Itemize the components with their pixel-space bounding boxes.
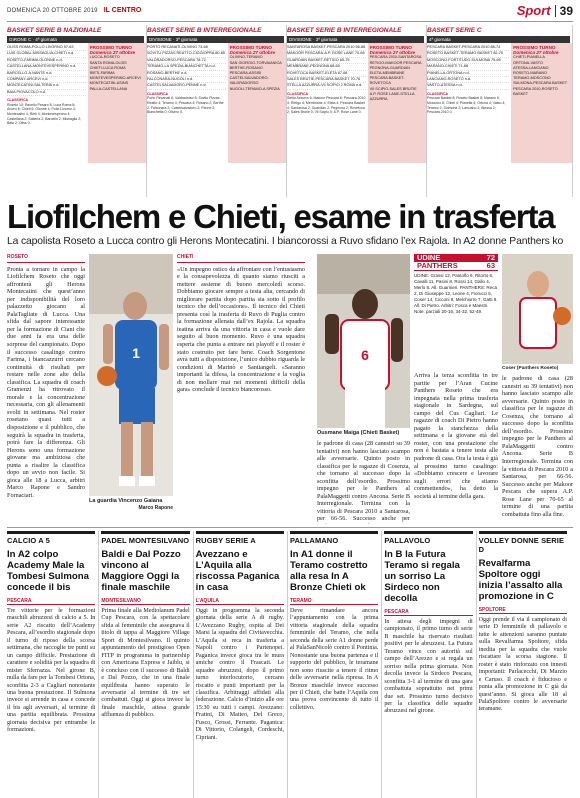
fixture-row: TERAMO-MOSCONO [513, 76, 551, 81]
brief-headline: Avezzano e L’Aquila alla riscossa Paganica in casa [195, 549, 280, 593]
brief-sport: RUGBY SERIE A [196, 531, 284, 545]
result-row: ROSANO-BERTHE n.d. [147, 71, 226, 77]
brief-body: Tre vittorie per le formazioni maschili abruzzesi di calcio a 5. In serie A2 riscatto dell’Academy Pescara, all’esordio stagionale dopo il turno di riposo della scorsa settimana, che raccoglie tre punti su un campo difficile. Prestazione di carattere e solidità per la squadra di mister Sferrazza. Nel girone B, nulla da fare per la Tombesi Ortona, sconfitta 2-3 a Cagliari nonostante una buona prestazione. Il Sulmona invece si arrende in casa e concede il bis agli avversari, al termine di una partita equilibrata. Prossima giornata decisiva per entrambe le formazioni. [7, 608, 96, 734]
next-round-title: PROSSIMO TURNO [513, 45, 556, 50]
player-photo [502, 254, 573, 364]
fixture-row: MONTEVESPERINO-ARCEVI [89, 76, 141, 81]
result-row: VALDRADORSO-PESCARA 78-72 [147, 58, 226, 64]
next-round [511, 43, 572, 163]
fixture-row: SULMONA-PESCARA BASKET [513, 81, 568, 86]
team-away: PANTHERS [417, 261, 458, 270]
brief-tag: SPOLTORE [479, 607, 567, 614]
fixture-row: ROSETO-MARANO [513, 71, 547, 76]
column-divider [193, 531, 194, 798]
fixture-row: ELETA-MEMBRANE [369, 71, 405, 76]
column-divider [476, 531, 477, 798]
standings-box [147, 25, 287, 197]
fixture-row: CHIETI-LUCA ROMA [89, 65, 126, 70]
article-chieti [177, 254, 305, 524]
brief-tag: TERAMO [290, 598, 378, 605]
result-row: MARANO-CHIETI 71-68 [427, 64, 509, 70]
fixture-row: MONTECATINI-ASINS [89, 81, 129, 86]
results-list [147, 43, 228, 90]
column-divider [287, 531, 288, 798]
scorebox-row-away [414, 262, 498, 271]
standings-label: CLASSIFICA [287, 91, 308, 96]
result-row: STELLA AZZURRA-VII SCIPIO 2 ROMA n.d. [287, 83, 366, 89]
brief-article [290, 531, 378, 798]
article-tag: ROSETO [7, 254, 85, 263]
brief-article [196, 531, 284, 798]
standings-subtitle: GIRONE C · 4ª giornata [7, 36, 144, 43]
standings-label: CLASSIFICA [7, 98, 28, 103]
brief-body: Deve rimandare ancora l’appuntamento con la prima vittoria stagionale della squadra femminile del Teramo, che nella seconda della serie A1 donne perde al PalaSanNicolò contro il Pontinia. Nonostante una buona partenza e il supporto del pubblico, le teramane non sono riuscite a tenere il ritmo delle avversarie nella ripresa. In A Bronze maschile invece successo per il Chieti, che batte l’Aquila con una prova convincente di tutto il collettivo. [290, 608, 379, 711]
brief-headline: Revalfarma Spoltore oggi inizia l’assalto alla promozione in C [478, 558, 563, 602]
standings-box [287, 25, 427, 197]
standings-table [427, 90, 511, 115]
caption-gaiana: La guardia Vincenzo Gaiana [89, 498, 163, 504]
byline-roseto: Marco Rapone [138, 505, 173, 511]
page-header [7, 0, 573, 22]
result-row: PIANELLA-ORTONA n.d. [427, 71, 509, 77]
result-row: TERAMO-LA SPEZIA-BIANCHETTA n.d. [147, 64, 226, 70]
next-round-title: PROSSIMO TURNO [229, 45, 272, 50]
result-row: SANTAROSA BASKET-PESCARA 2010 56-66 [287, 45, 366, 51]
fixture-row: VII SCIPIO-SALES BRUTIE [369, 86, 417, 91]
article-chieti-cont [317, 440, 410, 524]
column-divider [98, 531, 99, 798]
next-round-title: PROSSIMO TURNO [89, 45, 132, 50]
fixture-row: ORTONA-VASTO [513, 60, 543, 65]
standings-grid [287, 43, 426, 163]
header-divider [555, 5, 556, 17]
fixture-row: PESCARA BASKET-ROVETOCA [369, 76, 405, 86]
article-body: le padrone di casa (28 canestri su 39 tentativi) non hanno lasciato scampo alle avversarie. Quinto posto in classifica per le ragazze di Cosenza, che tornano al successo dopo la sconfitta dell’esordio. Prossimo impegno per le Panthers al PalaMaggetti contro Ancona. Serie B Interregionale. Termina con la vittoria di Pescara 2010 a Santarosa, per 66-56. Successo anche per Makoor Pescara che supera A.P. Rose Lane per 70-65 al termine di una partita combattuta fino alla fine. [502, 375, 573, 518]
next-round-date: Domenica 27 ottobre [513, 50, 559, 56]
issue-date: DOMENICA 20 OTTOBRE 2019 [7, 7, 98, 14]
article-roseto [7, 254, 85, 522]
brief-tag: PESCARA [384, 609, 472, 616]
result-row: CASTELLANA-MONTEVESPERINO n.d. [7, 64, 86, 70]
scorebox-text: UDINE: Grassi 12, Pantolfo 9, Ritorto 6, Cavalli 11, Pasini 8, Rossi 14, Gallo 4, Merlo 8. All. Guarnieri. PANTHERS: Reca 2, Di Giuseppe 12, Leone 4, Fiorucci 6, Coser 14, Cicconi 9, Melchiorre 7, Gatti 9. All. Di Pietro. Arbitri: Fosca e Maestri. Note: parziali 20-16, 34-32, 52-49. [414, 273, 498, 314]
result-row: GUARDIAN BASKET-RETIGO 65-75 [287, 58, 366, 64]
section-name: Sport [516, 3, 551, 18]
brief-headline: In B la Futura Teramo si regala un sorriso La Sirdeco non decolla [384, 549, 460, 604]
caption-coser: Coser (Panthers Roseto) [502, 366, 559, 371]
next-round-date: Domenica 27 ottobre [229, 50, 276, 56]
photo-maiga [317, 254, 410, 428]
standings-box [7, 25, 147, 197]
photo-gaiana [89, 254, 173, 496]
fixture-row: PEGNONA-GUARDIAN [369, 65, 410, 70]
fixture-row: SAN GIORGIO-TORVAIANICA [229, 60, 282, 65]
caption-maiga: Ousmane Maiga (Chieti Basket) [317, 430, 400, 436]
column-divider [381, 531, 382, 798]
result-row: ROSETO BASKET-TERAMO BASKET 82-70 [427, 51, 509, 57]
brief-sport: PALLAMANO [290, 531, 378, 545]
standings-text: Roseto 10; Ravello Pesaro 8; Luca Roma 8; Arcevi 6; Chieti 6; Olonne 4; Pollo Livorno 4; Montecatini 4; Rieti 4; Montevesperino 4; Castellana 2; Salteria 2; Barcello 2; Missaglia 2; Baia 2; Oliss 0. [7, 102, 82, 126]
brief-sport: CALCIO A 5 [7, 531, 95, 545]
result-row: VASTO-ATESSA n.d. [427, 83, 509, 89]
brief-tag: L’AQUILA [196, 598, 284, 605]
fixture-row: PESCARA-ASSISI [229, 71, 262, 76]
results-list [427, 43, 511, 90]
result-row: PORTO RECANATI-OLIVINO 73-68 [147, 45, 226, 51]
fixture-row: NUGOLI-TERAMO-A SPEZIA [229, 86, 280, 91]
brief-headline: In A2 colpo Academy Male la Tombesi Sulmona concede il bis [7, 549, 89, 593]
fixture-row: BERTHE-ROSANO [229, 65, 263, 70]
brief-tag: PESCARA [7, 598, 95, 605]
bottom-section [7, 531, 573, 798]
brief-body: In attesa degli impegni di campionato, il primo turno di serie B maschile ha riservato risultati positivi per le abruzzesi. La Futura Teramo vince con autorità sul campo dell’Arezzo e si regala un sorriso nella prima giornata. Non decolla invece la Sirdeco Pescara, sconfitta 3-1 al termine di una gara combattuta soprattutto nei primi due set. Prossimo turno decisivo per la classifica delle squadre abruzzesi nel girone. [384, 619, 473, 715]
svg-text:6: 6 [361, 347, 369, 363]
standings-text: Stella Azzurra 6; Makoor Pescara 6; Pescara 2010 4; Retigo 4; Membrane 4; Eleta 4; Pescara Basket 4; Santarosa 2; Guardian 2; Pegnona 2; Rovetoca 2; Sales Brutie 0; Vii Scipio 0; A.P. Rose Lane 0. [287, 96, 366, 115]
result-row: BAIA PIOVACOLO n.d. [7, 90, 86, 96]
article-cosenza [502, 375, 573, 524]
fixture-row: PALLA-CASTELLANA [89, 86, 128, 91]
main-deck: La capolista Roseto a Lucca contro gli Herons Montecatini. I biancorossi a Ruvo sfidano l’ex Rajola. In A2 donne Panthers ko [7, 236, 564, 247]
standings-grid [427, 43, 572, 163]
standings-subtitle: 4ª giornata [427, 36, 570, 43]
next-round [88, 43, 146, 163]
page-number: 39 [559, 3, 573, 18]
fixture-row: RETIGO-MAKOOR PESCARA [369, 60, 422, 65]
brief-body: Prima finale alla Mediolanum Padel Cup Pescara, con la spettacolare sfida al femminile che assegnava il titolo di tappa al Maggiore Village Sport di Montesilvano. Il quinto appuntamento del prestigioso Open FITP in programma in partnership con Americana Express e Jaiblu, si è concluso con il successo di Baldi e Dal Pozzo, che in una finale equilibrata hanno superato le avversarie al termine di tre set combattuti. Oggi si gioca invece la finale maschile, attesa grande affluenza di pubblico. [101, 608, 190, 719]
fixture-row: CASTELSALVADORO-VALDRADORSO [229, 76, 269, 86]
photo-coser [502, 254, 573, 364]
player-photo [89, 254, 173, 496]
result-row: ROSETO-FARIMA OLONNE n.d. [7, 58, 86, 64]
result-row: LANCIANO-ROSETO n.d. [427, 77, 509, 83]
fixture-row: SANTA ROMA-OLISS [89, 60, 127, 65]
next-round-date: Domenica 27 ottobre [89, 50, 136, 56]
standings-title: BASKET SERIE B NAZIONALE [7, 27, 102, 34]
standings-table [147, 90, 228, 115]
standings-label: CLASSIFICA [147, 91, 168, 96]
player-photo [317, 254, 410, 428]
standings-title: BASKET SERIE C [427, 27, 482, 34]
standings-grid [147, 43, 286, 163]
result-row: MOSCONO-FORTITUDO SULMONA 75-65 [427, 58, 509, 64]
result-row: MONTECATINI-SALTERIA n.d. [7, 83, 86, 89]
article-body-cont: le padrone di casa (28 canestri su 39 tentativi) non hanno lasciato scampo alle avversarie. Quinto posto in classifica per le ragazze di Cosenza, che tornano al successo dopo la sconfitta dell’esordio. Prossimo impegno per le Panthers al PalaMaggetti contro Ancona. Serie B Interregionale. Termina con la vittoria di Pescara 2010 a Santarosa, per 66-56. Successo anche per [317, 440, 410, 523]
section-rule [7, 527, 573, 528]
brief-body: Oggi prende il via il campionato di serie D femminile di pallavolo e tutte le attenzioni saranno puntate sulla Revalfarma Spoltore, sfida inedita per la squadra che vuole riscattare la scorsa stagione. Il roster è stato rinforzato con innesti importanti: Parlacecchi, Di Marzio e Caruso. Il coach è fiducioso e punta alla promozione in C già da quest’anno. Si gioca alle 18 al PalaSpoltore contro le avversarie teramane. [478, 617, 567, 713]
fixture-row: OLIVINO-TERAMO [229, 55, 263, 60]
results-list [287, 43, 368, 90]
standings-title: BASKET SERIE B INTERREGIONALE [287, 27, 402, 34]
standings-label: CLASSIFICA [427, 91, 448, 96]
brief-sport: PALLAVOLO [384, 531, 472, 545]
fixture-row: ATESSA-LANCIANO [513, 65, 549, 70]
article-tag: CHIETI [177, 254, 305, 263]
fixture-row: PESCARA 2010-ROSETO BASKET [513, 86, 558, 96]
result-row: MAKOOR PESCARA-A.P. ROSE LANE 70-65 [287, 51, 366, 57]
next-round-date: Domenica 27 ottobre [369, 50, 416, 56]
result-row: SALES BRUTIE-PESCARA BASKET 70-76 [287, 77, 366, 83]
standings-table [287, 90, 368, 115]
standings-table [7, 96, 88, 126]
standings-box [427, 25, 573, 197]
paper-name: IL CENTRO [103, 7, 142, 14]
result-row: OLISS ROMA-POLLO LIVORNO 57-63 [7, 45, 86, 51]
next-round-title: PROSSIMO TURNO [369, 45, 412, 50]
result-row: SOVITU PIZZAS REATTO-CIGGIOPRA 80-65 [147, 51, 226, 57]
svg-text:1: 1 [132, 345, 140, 361]
result-row: CASTELSALVADORO-PENNE n.d. [147, 83, 226, 89]
score-away: 63 [486, 261, 495, 270]
fixture-row: A.P. ROSE LANE-STELLA AZZURRA [369, 91, 415, 102]
team-home: UDINE [417, 253, 441, 262]
standings-band [7, 25, 573, 197]
standings-title: BASKET SERIE B INTERREGIONALE [147, 27, 262, 34]
brief-article [384, 531, 472, 798]
fixture-row: LUCCA-ROSETO [89, 55, 120, 60]
brief-tag: MONTESILVANO [101, 598, 189, 605]
article-body: Arriva la terza sconfitta in tre partite per l’Aran Cucine Panthers Roseto che era impegnata nella prima trasferta stagionale in Sardegna, sul campo del Cus Cagliari. Le ragazze di coach Di Pietro hanno pagato la stanchezza della settimana e la giovane età del roster, con una prestazione che non è bastata a tenere testa alle padrone di casa. Ora la testa è già al prossimo turno casalingo: «Dobbiamo crescere e lavorare sugli errori che stiamo commettendo», ha detto la società al termine della gara. [414, 372, 498, 500]
score-home: 72 [486, 253, 495, 262]
standings-text: Porto Recanati 6; Valdradorso 6; Sovitu Pizzas Reatto 4; Teramo 4; Pescara 4; Rosano 2; Berthe 2; Falconara 2; Castelsalvadoro 2; Penne 2; Bianchetta 0; Olivino 0. [147, 96, 224, 115]
brief-headline: Baldi e Dal Pozzo vincono al Maggiore Oggi la finale maschile [101, 549, 181, 593]
next-round [368, 43, 426, 163]
result-row: LUIS GLOBAL MISSAGLIA-CHIETI n.d. [7, 51, 86, 57]
article-body: «Un impegno ostico da affrontare con l’entusiasmo e la consapevolezza di quanto siamo riusciti a mettere assieme di buono mercoledì scorso. Dobbiamo giocare sempre a testa alta, cercando di migliorare partita dopo partita sia sotto il profilo tecnico che dell’occasione». Il tecnico del Chieti presenta così la trasferta di Ruvo di Puglia contro la formazione allenata dall’ex Rajola. La squadra teatina arriva da una vittoria in casa e vuole dare seguito al buon momento. Ruvo è una squadra esperta che punta a entrare nei playoff e il roster è stato costruito per fare bene. Coach Sorgentone avrà tutti a disposizione, l’unico dubbio riguarda le condizioni di Marinò e Santiangeli. «Saranno importanti la difesa, la concentrazione e la voglia di non mollare mai nei momenti difficili della gara» conclude il tecnico biancorosso. [177, 265, 305, 394]
result-row: PESCARA BASKET-PESCARA 2010 88-74 [427, 45, 509, 51]
fixture-row: RIETI-FARIMA [89, 71, 115, 76]
standings-subtitle: DIVISIONE · 3ª giornata [147, 36, 284, 43]
fixture-row: CHIETI-PIANELLA [513, 55, 545, 60]
scorebox [414, 254, 498, 370]
brief-body: Oggi in programma la seconda giornata della serie A di rugby. L’Avezzano Rugby, ospita al Dei Marsi la squadra del Civitavecchia. L’Aquila si reca in trasferta a Napoli contro i Partenopei. Paganica invece gioca tra le mura amiche contro il Frascati. Le squadre abruzzesi, dopo il primo turno interlocutorio, cercano riscatto e punti importanti per la classifica. Arbitraggi affidati alla federazione. Calcio d’inizio alle ore 15:30 su tutti i campi. Avezzano: Fratini, Di Matteo, Del Greco, Fusco, Grossi, Ferrante. Paganica: Di Vittorio, Colangeli, Cordeschi, Cipriani. [195, 608, 284, 741]
result-row: MEMBRANE-PEGNONA 68-65 [287, 64, 366, 70]
brief-headline: In A1 donne il Teramo costretto alla resa In A Bronze Chieti ok [290, 549, 368, 593]
brief-sport: PADEL MONTESILVANO [101, 531, 189, 545]
article-body: Pronta a tornare in campo la Liofilchem Roseto che oggi affronterà gli Herons Montecatini che quest’anno per indisponibilità del loro palazzetto giocano al PalaTagliate di Lucca. Una sfida dal sapore interessante per la formazione di Ciani che due anni fa era una delle sorprese del campionato. Dopo il successo casalingo contro Farima, i biancazzurri cercano continuità di risultati per restare nelle zone alte della classifica. La squadra di coach Gramenzi ha ritrovato il morale e la concentrazione necessaria, con gli allenamenti svolti in settimana. Nel roster rosetano quasi tutti a disposizione e il pubblico, che seguirà la squadra in trasferta, potrà fare la differenza. Gli Herons sono una formazione giovane ma ambiziosa che punta a risalire la classifica dopo un avvio non facile. Si gioca alle 18 a Lucca, arbitri Marco Rapone e Sandro Fornaciari. [7, 265, 85, 499]
brief-article [101, 531, 189, 798]
result-row: FALCONARA-NUGOLI n.d. [147, 77, 226, 83]
standings-text: Pescara Basket 8; Roseto Basket 8; Marano 6; Moscono 6; Chieti 4; Pianella 4; Ortona 4; Vasto 4; Teramo 2; Sulmona 2; Lanciano 2; Atessa 2; Pescara 2010 0. [427, 96, 506, 115]
standings-grid [7, 43, 146, 163]
fixture-row: PESCARA 2010-SANTAROSA [369, 55, 422, 60]
article-roseto-cont [89, 505, 173, 523]
standings-subtitle: DIVISIONE · 3ª giornata [287, 36, 424, 43]
result-row: COMPANY-ARCEVI n.d. [7, 77, 86, 83]
main-headline: Liofilchem e Chieti, esame in trasferta [7, 198, 555, 235]
next-round [228, 43, 286, 163]
brief-article [479, 531, 567, 798]
result-row: ROVETOCA BASKET-ELETA 67-68 [287, 71, 366, 77]
brief-sport: VOLLEY DONNE SERIE D [479, 531, 567, 554]
brief-article [7, 531, 95, 798]
article-panthers [414, 372, 498, 524]
results-list [7, 43, 88, 96]
result-row: BARCELLO-A.NANTE n.d. [7, 71, 86, 77]
